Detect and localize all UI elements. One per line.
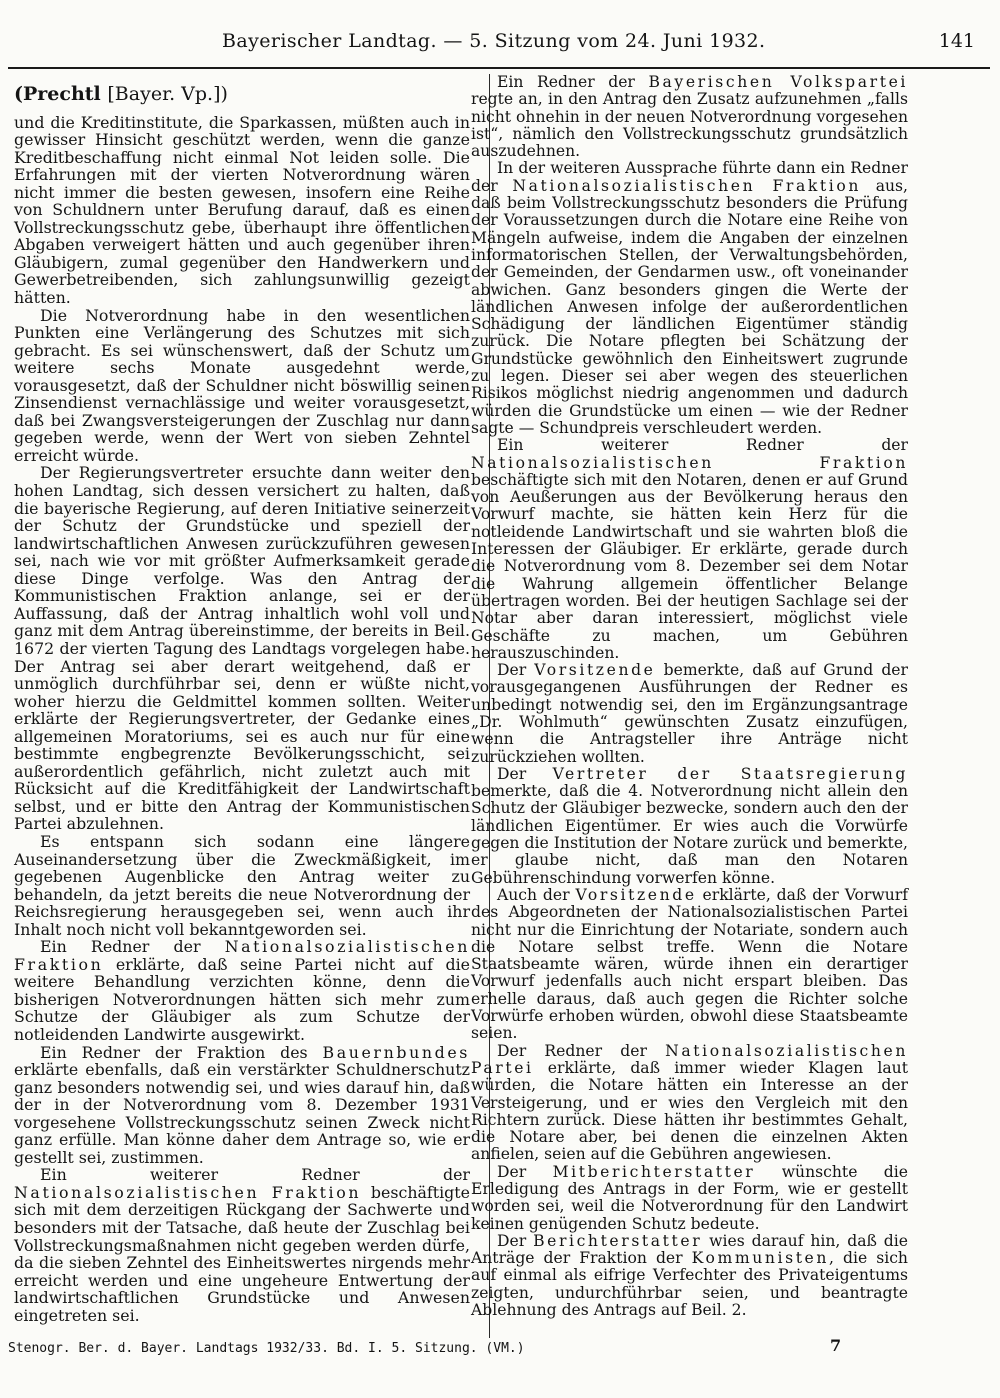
text-run: Ein Redner der [497,73,649,91]
paragraph [471,74,908,160]
left-column [14,83,470,1325]
emphasized-term: Kommunisten [691,1249,830,1268]
text-run: wünschte die Erledigung des Antrags in der Form, wie er gestellt worden sei, weil die Notverordnung für den Landwirt keinen genügenden Schutz bedeute. [471,1162,908,1233]
emphasized-term: Nationalsozialistischen Fraktion [512,176,862,195]
paragraph [471,1043,908,1164]
paragraph [471,1233,908,1319]
paragraph [14,938,470,1043]
text-run: beschäftigte sich mit den Notaren, denen er auf Grund von Aeußerungen aus der Bevölkerung heraus den Vorwurf machte, sie hätten kein Herz für die notleidende Landwirtschaft und sie wahrten bloß die Interessen der Gläubiger. Er erklärte, gerade durch die Notverordnung vom 8. Dezember sei dem Notar die Wahrung allgemein öffentlicher Belange übertragen worden. Bei der heutigen Sachlage sei der Notar aber daran interessiert, möglichst viele Geschäfte zu machen, um Gebühren herauszuschinden. [471,470,908,662]
text-run: regte an, in den Antrag den Zusatz aufzunehmen „falls nicht ohnehin in der neuen Notverordnung vorgesehen ist“, nämlich den Vollstreckungsschutz grundsätzlich auszudehnen. [471,90,909,161]
right-column [471,74,908,1319]
paragraph [471,887,908,1043]
emphasized-term: Mitberichterstatter [552,1162,756,1181]
paragraph [14,1044,470,1167]
paragraph [14,1166,470,1324]
text-run: wies darauf hin, daß die Anträge der Fraktion der [471,1231,908,1268]
text-run: Ein weiterer Redner der [497,436,908,455]
emphasized-term: Bauernbundes [322,1042,470,1062]
emphasized-term: Bayerischen Volkspartei [648,73,908,91]
text-run: erklärte, daß immer wieder Klagen laut würden, die Notare hätten ein Interesse an der Versteigerung, und er wies den Vergleich mit den Richtern zurück. Diese hätten ihr bestimmtes Gehalt, die Notare aber, bei denen die einzelnen Akten anfielen, seien auf die Gebühren angewiesen. [471,1058,908,1164]
speaker-party: [Bayer. Vp.]) [107,83,228,105]
text-run: Auch der [497,885,576,904]
text-run: erklärte, daß der Vorwurf des Abgeordneten der Nationalsozialistischen Partei nicht nur die Einrichtung der Notariate, sondern auch die Notare selbst treffe. Wenn die Notare Staatsbeamte wären, würde ihnen ein derartiger Vorwurf jedenfalls auch nicht erspart bleiben. Das erhelle daraus, daß auch gegen die Richter solche Vorwürfe erhoben würden, obwohl diese Staatsbeamte seien. [471,885,908,1043]
text-run: aus, daß beim Vollstreckungsschutz besonders die Prüfung der Voraussetzungen durch die Notare eine Reihe von Mängeln aufweise, indem die Angaben der einzelnen informatorischen Stellen, der Verwaltungsbehörden, der Gemeinden, der Gendarmen usw., oft voneinander abwichen. Ganz besonders gingen die Werte der ländlichen Anwesen infolge der außerordentlichen Schädigung der ländlichen Eigentümer ständig zurück. Die Notare pflegten bei Schätzung der Grundstücke gewöhnlich den Einheitswert zugrunde zu legen. Dieser sei aber wegen des steuerlichen Risikos möglichst niedrig angenommen und dadurch würden die Grundstücke um einen — wie der Redner sagte — Schundpreis verschleudert werden. [471,176,908,437]
paragraph [471,662,908,766]
paragraph: Es entspann sich sodann eine längere Auseinandersetzung über die Zweckmäßigkeit, im gegebenen Augenblicke den Antrag weiter zu behandeln, da jetzt bereits die neue Notverordnung der Reichsregierung herausgegeben sei, wenn auch ihr Inhalt noch nicht voll bekanntgeworden sei. [14,831,470,939]
speaker-reference [14,83,470,105]
text-run: erklärte, daß seine Partei nicht auf die weitere Behandlung verzichten könne, denn die bisherigen Notverordnungen hätten sich mehr zum Schutze der Gläubiger als zum Schutze der notleidenden Landwirte ausgewirkt. [14,954,470,1044]
text-run: Ein Redner der [40,937,225,957]
text-run: Ein Redner der Fraktion des [40,1042,323,1062]
paragraph [471,437,908,662]
text-run: Der [497,1231,534,1250]
emphasized-term: Vorsitzende [534,661,656,680]
emphasized-term: Nationalsozialistischen Partei [471,1041,908,1077]
speaker-name: (Prechtl [14,83,101,105]
emphasized-term: Nationalsozialistischen Fraktion [471,453,908,472]
paragraph [471,1164,908,1233]
emphasized-term: Nationalsozialistischen Fraktion [14,937,470,974]
footer-imprint: Stenogr. Ber. d. Bayer. Landtags 1932/33. Bd. I. 5. Sitzung. (VM.) [8,1341,525,1356]
text-run: Der [497,661,535,680]
text-run: erklärte ebenfalls, daß ein verstärkter Schuldnerschutz ganz besonders notwendig sei, und wies darauf hin, daß der in der Notverordnung vom 8. Dezember 1931 vorgesehene Vollstreckungsschutz seinen Zweck nicht ganz erfülle. Man könne daher dem Antrage so, wie er gestellt sei, zustimmen. [14,1060,470,1167]
running-title: Bayerischer Landtag. — 5. Sitzung vom 24. Juni 1932. [222,30,766,52]
text-run: , die sich auf einmal als eifrige Verfechter des Privateigentums zeigten, undurchführbar seien, und beantragte Ablehnung des Antrags auf Beil. 2. [471,1249,908,1320]
text-run: Der [497,1162,553,1181]
page-number: 141 [938,30,975,52]
paragraph: Der Regierungsvertreter ersuchte dann weiter den hohen Landtag, sich dessen versichert zu halten, daß die bayerische Regierung, auf deren Initiative seinerzeit der Schutz der Grundstücke und speziell der landwirtschaftlichen Anwesen zurückzuführen gewesen sei, nach wie vor mit größter Aufmerksamkeit gerade diese Dinge verfolge. Was den Antrag der Kommunistischen Fraktion anlange, sei er der Auffassung, daß der Antrag inhaltlich wohl voll und ganz mit dem Antrag übereinstimme, der bereits in Beil. 1672 der vierten Tagung des Landtags vorgelegen habe. Der Antrag sei aber derart weitgehend, daß er unmöglich durchführbar sei, denn er wüßte nicht, woher hierzu die Geldmittel kommen sollten. Weiter erklärte der Regierungsvertreter, der Gedanke eines allgemeinen Moratoriums, sei es auch nur für eine bestimmte engbegrenzte Bevölkerungsschicht, sei außerordentlich gefährlich, nicht zuletzt auch mit Rücksicht auf die Kreditfähigkeit der Landwirtschaft selbst, und er bitte den Antrag der Kommunistischen Partei abzulehnen. [14,463,470,834]
text-run: Der [497,764,553,783]
text-run: Der Redner der [497,1041,666,1060]
emphasized-term: Berichterstatter [533,1231,703,1250]
running-header [0,30,1000,60]
paragraph [471,766,908,887]
paragraph: und die Kreditinstitute, die Sparkassen, müßten auch in gewisser Hinsicht geschützt werden, wenn die ganze Kreditbeschaffung nicht einmal Not leiden solle. Die Erfahrungen mit der vierten Notverordnung wären nicht immer die besten gewesen, insofern eine Reihe von Schuldnern unter Berufung darauf, daß es einen Vollstreckungsschutz gebe, überhaupt ihre öffentlichen Abgaben verweigert hätten und auch gegenüber ihren Gläubigern, zumal gegenüber den Handwerkern und Gewerbetreibenden, sich zahlungsunwillig gezeigt hätten. [14,112,470,308]
text-run: bemerkte, daß auf Grund der vorausgegangenen Ausführungen der Redner es unbedingt notwendig sei, den im Ergänzungsantrage „Dr. Wohlmuth“ gewünschten Zusatz einzufügen, wenn die Antragsteller ihre Anträge nicht zurückziehen wollten. [471,661,908,766]
text-run: Ein weiterer Redner der [40,1165,470,1185]
header-rule [8,67,990,69]
emphasized-term: Vertreter der Staatsregierung [552,764,908,783]
paragraph: Die Notverordnung habe in den wesentlichen Punkten eine Verlängerung des Schutzes mit sich gebracht. Es sei wünschenswert, daß der Schutz um weitere sechs Monate ausgedehnt werde, vorausgesetzt, daß der Schuldner nicht böswillig seinen Zinsendienst vernachlässige und weiter vorausgesetzt, daß bei Zwangsversteigerungen der Zuschlag nur dann gegeben werde, wenn der Wert von sieben Zehntel erreicht würde. [14,305,470,465]
text-run: bemerkte, daß die 4. Notverordnung nicht allein den Schutz der Gläubiger bezwecke, sondern auch den der ländlichen Eigentümer. Er wies auch die Vorwürfe gegen die Institution der Notare zurück und bemerkte, er glaube nicht, daß man den Notaren Gebührenschindung vorwerfen könne. [471,782,908,887]
emphasized-term: Vorsitzende [575,885,697,904]
paragraph [471,160,908,437]
text-run: In der weiteren Aussprache führte dann ein Redner der [471,159,908,195]
text-run: beschäftigte sich mit dem derzeitigen Rückgang der Sachwerte und besonders mit der Tatsache, daß heute der Zuschlag bei Vollstreckungsmaßnahmen nicht gegeben werden dürfe, da die sieben Zehntel des Einheitswertes nirgends mehr erreicht werden und eine ungeheure Entwertung der landwirtschaftlichen Grundstücke und Anwesen eingetreten sei. [14,1182,470,1325]
emphasized-term: Nationalsozialistischen Fraktion [14,1182,362,1202]
sheet-number: 7 [830,1336,842,1355]
